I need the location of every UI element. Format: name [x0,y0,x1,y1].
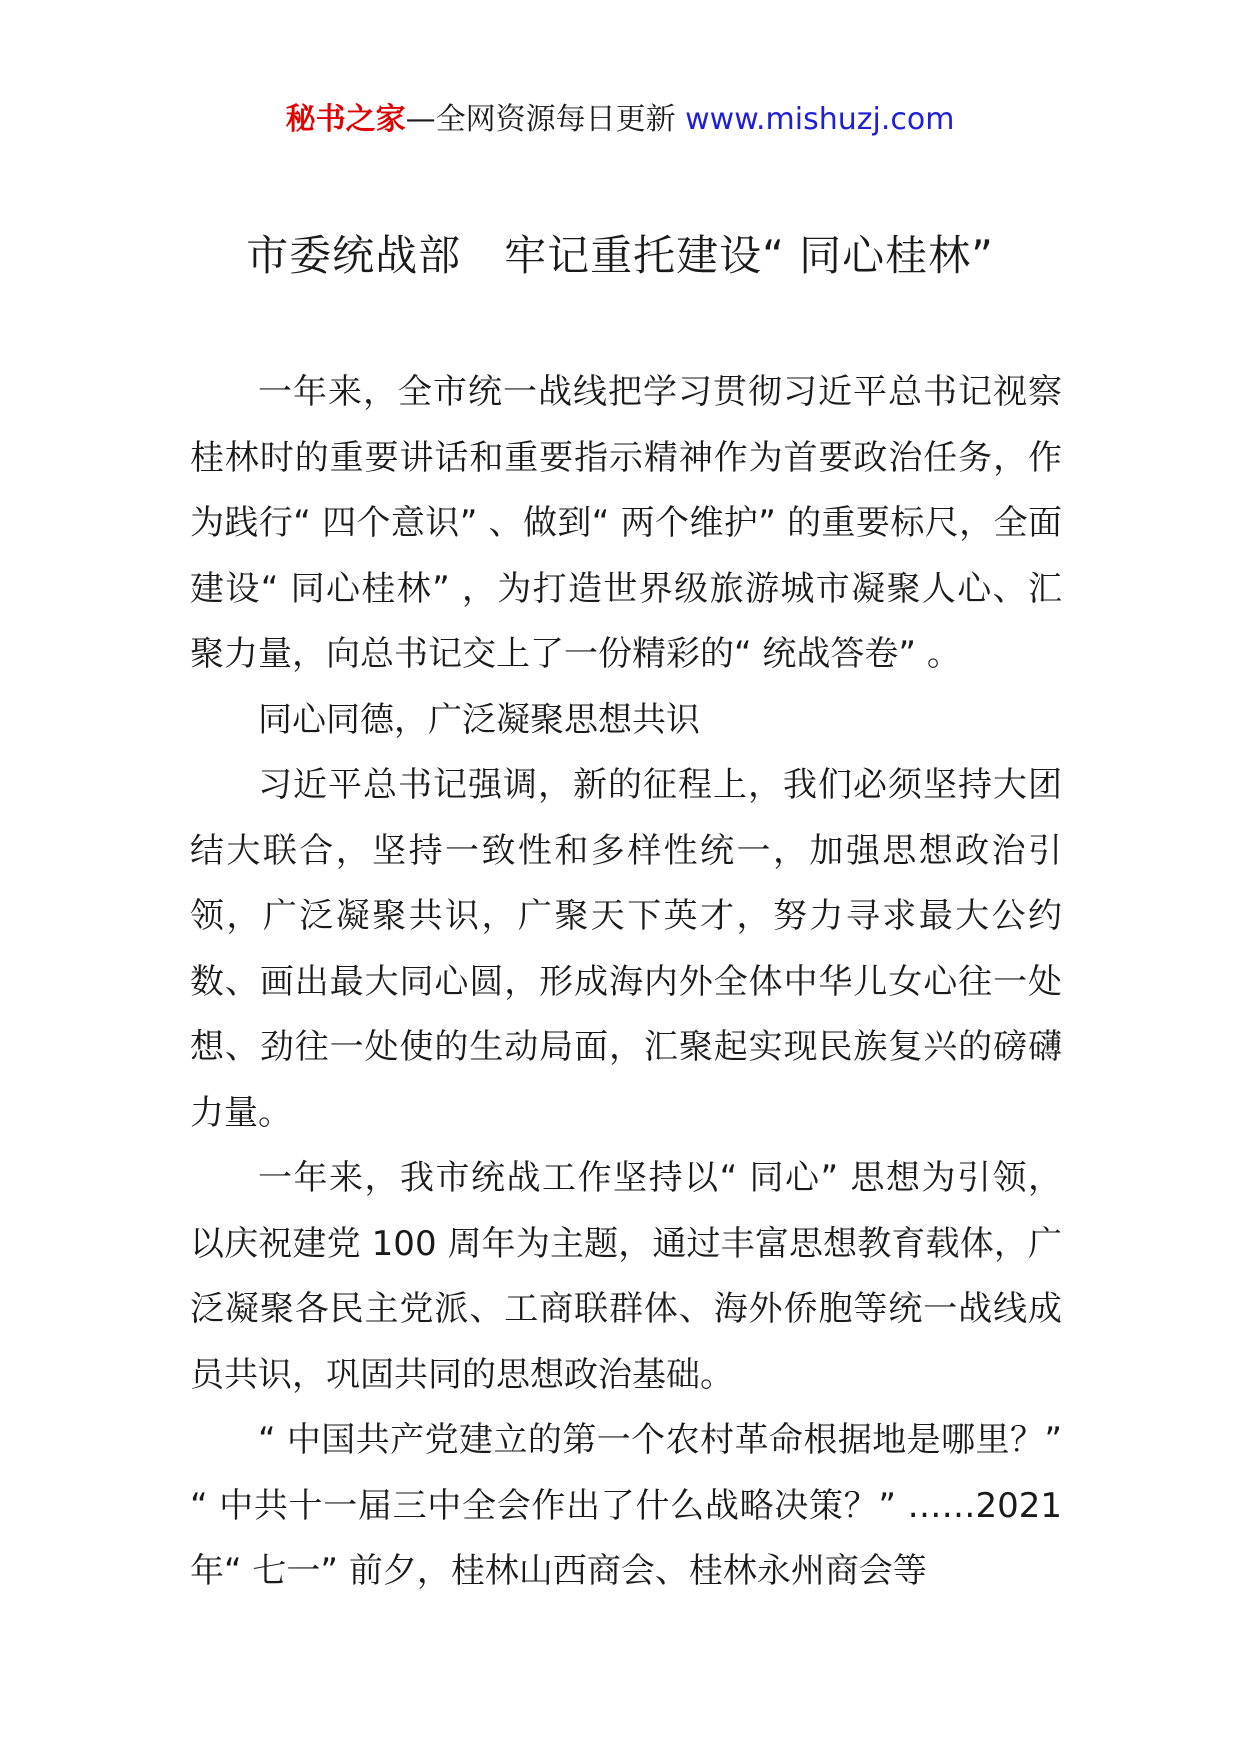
site-brand: 秘书之家 [285,102,406,137]
paragraph-intro: 一年来，全市统一战线把学习贯彻习近平总书记视察桂林时的重要讲话和重要指示精神作为首要政治任务，作为践行“ 四个意识” 、做到“ 两个维护” 的重要标尺，全面建设“ 同心桂林” ，为打造世界级旅游城市凝聚人心、汇聚力量，向总书记交上了一份精彩的“ 统战答卷” 。 [190,372,1062,674]
site-tagline: —全网资源每日更新 [405,102,686,137]
paragraph-quote: 习近平总书记强调，新的征程上，我们必须坚持大团结大联合，坚持一致性和多样性统一，加强思想政治引领，广泛凝聚共识，广聚天下英才，努力寻求最大公约数、画出最大同心圆，形成海内外全体中华儿女心往一处想、劲往一处使的生动局面，汇聚起实现民族复兴的磅礴力量。 [190,765,1062,1133]
site-header [0,100,1240,140]
document-title: 市委统战部 牢记重托建设“ 同心桂林” [246,231,994,280]
site-url-link[interactable]: www.mishuzj.com [685,102,955,137]
section-heading: 同心同德，广泛凝聚思想共识 [258,699,700,740]
paragraph-summary: 一年来，我市统战工作坚持以“ 同心” 思想为引领，以庆祝建党 100 周年为主题，通过丰富思想教育载体，广泛凝聚各民主党派、工商联群体、海外侨胞等统一战线成员共识，巩固共同的思想政治基础。 [190,1158,1062,1395]
paragraph-questions: “ 中国共产党建立的第一个农村革命根据地是哪里？” “ 中共十一届三中全会作出了什么战略决策？” ……2021 年“ 七一” 前夕，桂林山西商会、桂林永州商会等 [190,1420,1062,1591]
document-body [190,360,1062,1605]
